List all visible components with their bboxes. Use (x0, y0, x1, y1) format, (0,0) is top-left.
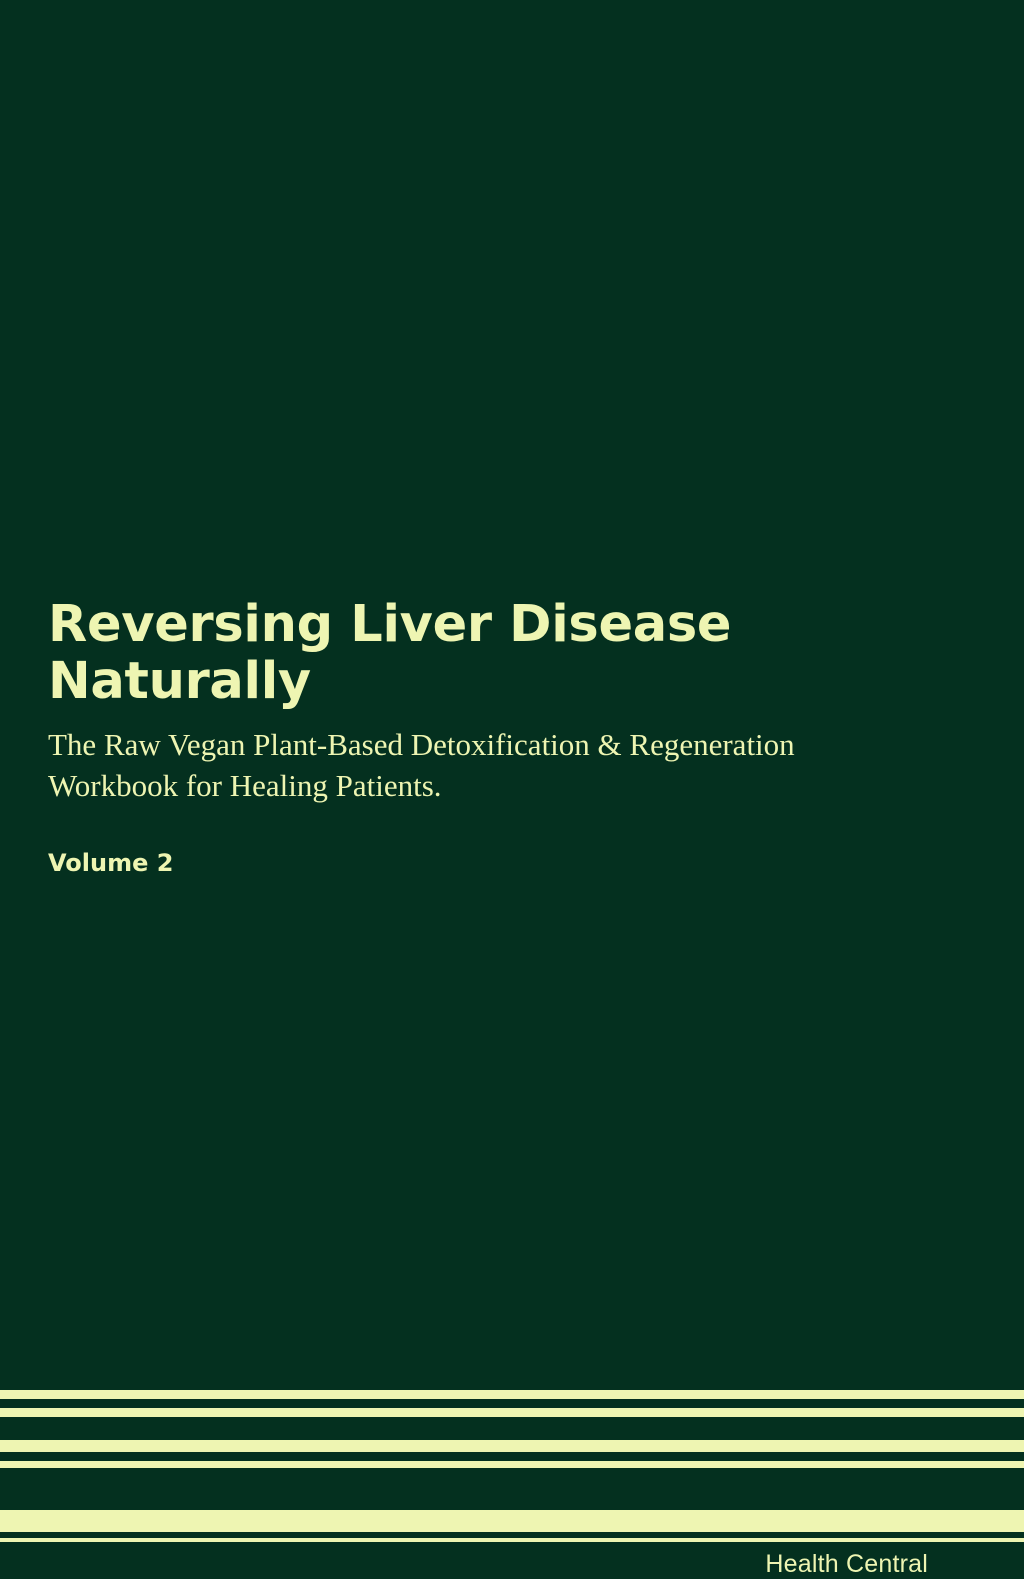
band-stripe (0, 1468, 1024, 1578)
title-block (48, 596, 968, 877)
band-stripe (0, 1408, 1024, 1417)
decorative-bands (0, 1390, 1024, 1578)
band-stripe (0, 1440, 1024, 1452)
band-stripe (0, 1399, 1024, 1408)
page-title: Reversing Liver Disease Naturally (48, 595, 732, 712)
band-stripe (0, 1538, 1024, 1542)
band-stripe (0, 1461, 1024, 1468)
volume-label: Volume 2 (48, 848, 174, 877)
band-stripe (0, 1390, 1024, 1399)
book-subtitle: The Raw Vegan Plant-Based Detoxification & Regeneration Workbook for Healing Patients. (48, 727, 795, 804)
band-stripe (0, 1452, 1024, 1461)
band-stripe (0, 1510, 1024, 1532)
publisher-name: Health Central (765, 1550, 928, 1578)
band-stripe (0, 1417, 1024, 1440)
